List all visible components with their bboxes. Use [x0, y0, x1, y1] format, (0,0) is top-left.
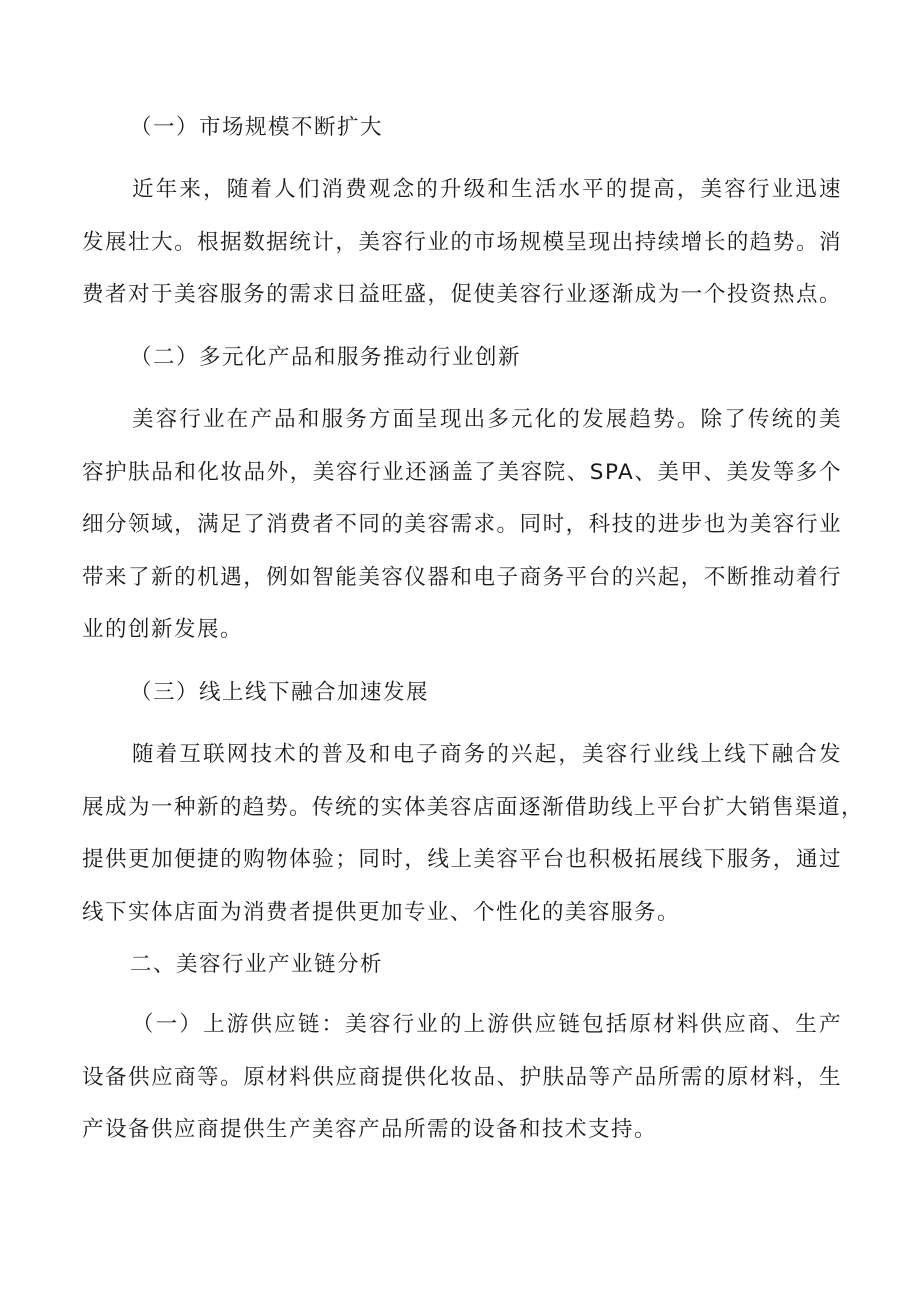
heading-market-scale: （一）市场规模不断扩大 — [130, 115, 384, 140]
section-heading-industry-chain: 二、美容行业产业链分析 — [130, 952, 384, 977]
paragraph-line: 细分领域，满足了消费者不同的美容需求。同时，科技的进步也为美容行业 — [82, 512, 842, 537]
heading-online-offline: （三）线上线下融合加速发展 — [130, 680, 430, 705]
paragraph-line: 提供更加便捷的购物体验；同时，线上美容平台也积极拓展线下服务，通过 — [82, 847, 842, 872]
paragraph-line: 展成为一种新的趋势。传统的实体美容店面逐渐借助线上平台扩大销售渠道， — [82, 795, 865, 820]
paragraph-line: 近年来，随着人们消费观念的升级和生活水平的提高，美容行业迅速 — [132, 177, 842, 202]
paragraph-line: 美容行业在产品和服务方面呈现出多元化的发展趋势。除了传统的美 — [132, 407, 842, 432]
heading-diversified-products: （二）多元化产品和服务推动行业创新 — [130, 345, 522, 370]
paragraph-line: 线下实体店面为消费者提供更加专业、个性化的美容服务。 — [82, 900, 681, 925]
paragraph-line: 容护肤品和化妆品外，美容行业还涵盖了美容院、SPA、美甲、美发等多个 — [82, 460, 842, 485]
paragraph-line: 带来了新的机遇，例如智能美容仪器和电子商务平台的兴起，不断推动着行 — [82, 565, 842, 590]
paragraph-line: 业的创新发展。 — [82, 617, 244, 642]
paragraph-line: 产设备供应商提供生产美容产品所需的设备和技术支持。 — [82, 1117, 658, 1142]
paragraph-line: 发展壮大。根据数据统计，美容行业的市场规模呈现出持续增长的趋势。消 — [82, 230, 842, 255]
paragraph-line: 随着互联网技术的普及和电子商务的兴起，美容行业线上线下融合发 — [132, 742, 842, 767]
paragraph-line: 费者对于美容服务的需求日益旺盛，促使美容行业逐渐成为一个投资热点。 — [82, 282, 842, 307]
paragraph-line: （一）上游供应链：美容行业的上游供应链包括原材料供应商、生产 — [132, 1012, 842, 1037]
paragraph-line: 设备供应商等。原材料供应商提供化妆品、护肤品等产品所需的原材料，生 — [82, 1065, 842, 1090]
